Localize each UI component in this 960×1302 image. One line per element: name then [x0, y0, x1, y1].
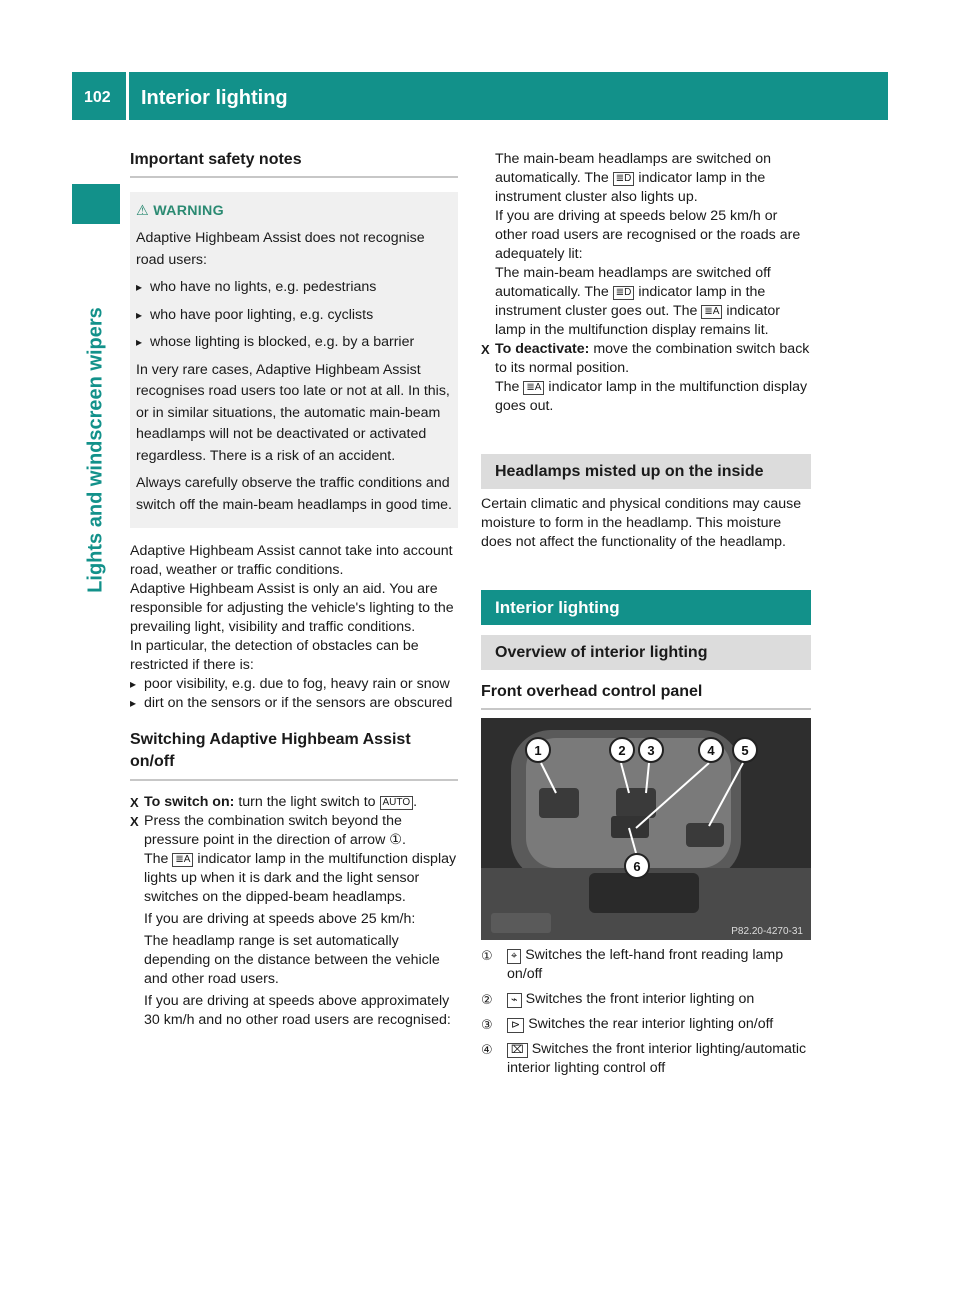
text-pre: The main-beam headlamps are switched off automatically. The — [495, 265, 771, 300]
main-beam-icon: ≣D — [613, 286, 635, 300]
warning-bullet: ▸ who have no lights, e.g. pedestrians — [136, 277, 452, 299]
paragraph-main-off — [481, 264, 811, 340]
page-number: 102 — [84, 89, 111, 106]
legend-number: ② — [481, 992, 493, 1007]
legend-text: Switches the front interior lighting/automatic interior lighting control off — [507, 1041, 807, 1076]
auto-light-off-icon: ⌧ — [507, 1043, 528, 1058]
paragraph-particular: In particular, the detection of obstacles can be restricted if there is: — [130, 638, 419, 673]
legend-number: ④ — [481, 1042, 493, 1057]
front-light-icon: ⌁ — [507, 993, 522, 1008]
paragraph-aid: Adaptive Highbeam Assist is only an aid. You are responsible for adjusting the vehicle's lighting to the prevailing light, visibility and traffic conditions. — [130, 581, 454, 635]
paragraph-above: If you are driving at speeds above 25 km/h: — [144, 911, 416, 927]
paragraph-cannot: Adaptive Highbeam Assist cannot take into account road, weather or traffic conditions. — [130, 543, 453, 578]
reading-lamp-icon: ⌖ — [507, 949, 521, 964]
legend-item — [481, 1015, 811, 1034]
auto-icon: AUTO — [380, 796, 414, 810]
legend-item — [481, 990, 811, 1009]
paragraph-range: The headlamp range is set automatically depending on the distance between the vehicle and other road users. — [144, 933, 440, 987]
legend-text: Switches the rear interior lighting on/off — [528, 1016, 774, 1032]
warning-intro: Adaptive Highbeam Assist does not recognise road users: — [136, 230, 425, 268]
text-pre: The — [495, 379, 520, 395]
arrow-marker: ① — [389, 832, 402, 848]
warning-icon: ⚠ — [136, 203, 154, 219]
legend-number: ③ — [481, 1017, 493, 1032]
step-label: To switch on: — [144, 794, 235, 810]
text-post: indicator lamp in the multifunction display remains lit. — [495, 303, 781, 338]
step-deactivate — [481, 340, 811, 378]
chapter-label-text: Lights and windscreen wipers — [84, 307, 107, 593]
warning-bullet: ▸ who have poor lighting, e.g. cyclists — [136, 305, 452, 327]
paragraph-indicator — [130, 850, 458, 907]
list-item: ▸ poor visibility, e.g. due to fog, heavy rain or snow — [130, 675, 458, 694]
switch-heading: Switching Adaptive Highbeam Assist on/off — [130, 729, 458, 781]
legend-item — [481, 1040, 811, 1078]
warning-title — [136, 202, 452, 221]
text-post: indicator lamp in the instrument cluster also lights up. — [495, 170, 766, 205]
step-press: X Press the combination switch beyond the pressure point in the direction of arrow ①. — [130, 812, 458, 850]
right-column — [481, 150, 811, 1078]
high-beam-assist-icon: ≣A — [172, 853, 193, 867]
section-title: Interior lighting — [481, 590, 811, 625]
left-column — [130, 150, 458, 1030]
overhead-panel-photo — [481, 718, 811, 940]
photo-illustration — [481, 718, 811, 940]
text-pre: The — [144, 851, 169, 867]
paragraph-below: If you are driving at speeds below 25 km/h or other road users are recognised or the roads are adequately lit: — [495, 208, 801, 262]
warning-paragraph: In very rare cases, Adaptive Highbeam Assist recognises road users too late or not at all. In this, or in similar situations, the automatic main-beam headlamps will not be deactivated or activated regardless. There is a risk of an accident. — [136, 361, 450, 464]
callout-4-label: 4 — [707, 743, 715, 758]
text-post: indicator lamp in the multifunction display goes out. — [495, 379, 808, 414]
legend-number: ① — [481, 948, 493, 963]
callout-2-label: 2 — [618, 743, 626, 758]
warning-label: WARNING — [153, 203, 224, 219]
paragraph-approx: If you are driving at speeds above approximately 30 km/h and no other road users are recognised: — [144, 993, 451, 1028]
safety-heading: Important safety notes — [130, 150, 458, 178]
chapter-tab — [72, 184, 120, 224]
text-post: indicator lamp in the multifunction display lights up when it is dark and the light sensor switches on the dipped-beam headlamps. — [144, 851, 457, 905]
step-label: To deactivate: — [495, 341, 590, 357]
step-text: Press the combination switch beyond the pressure point in the direction of arrow — [144, 813, 402, 848]
panel-heading: Front overhead control panel — [481, 682, 811, 710]
legend-text: Switches the left-hand front reading lamp on/off — [507, 947, 784, 982]
main-beam-icon: ≣D — [613, 172, 635, 186]
text-pre: The main-beam headlamps are switched on automatically. The — [495, 151, 772, 186]
header-divider — [126, 72, 129, 120]
warning-box — [130, 192, 458, 528]
text-mid: indicator lamp in the instrument cluster goes out. The — [495, 284, 766, 319]
step-text: move the combination switch back to its normal position. — [495, 341, 810, 376]
legend-text: Switches the front interior lighting on — [525, 991, 755, 1007]
callout-3-label: 3 — [647, 743, 655, 758]
photo-code: P82.20-4270-31 — [731, 926, 803, 937]
step-text: turn the light switch to — [238, 794, 376, 810]
callout-5-label: 5 — [741, 743, 749, 758]
rear-light-icon: ⊳ — [507, 1018, 524, 1033]
page-title: Interior lighting — [141, 87, 288, 109]
paragraph-misted: Certain climatic and physical conditions may cause moisture to form in the headlamp. This moisture does not affect the functionality of the headlamp. — [481, 496, 802, 550]
warning-bullet: ▸ whose lighting is blocked, e.g. by a barrier — [136, 332, 452, 354]
callout-1-label: 1 — [534, 743, 542, 758]
paragraph-main-on — [481, 150, 811, 207]
warning-paragraph: Always carefully observe the traffic conditions and switch off the main-beam headlamps in good time. — [136, 475, 452, 513]
misted-heading: Headlamps misted up on the inside — [481, 454, 811, 489]
overview-heading: Overview of interior lighting — [481, 635, 811, 670]
paragraph-deact — [481, 378, 811, 416]
high-beam-assist-icon: ≣A — [523, 381, 544, 395]
legend-item — [481, 946, 811, 984]
page-header — [72, 72, 888, 120]
chapter-label — [72, 240, 120, 660]
high-beam-assist-icon: ≣A — [701, 305, 722, 319]
callout-6-label: 6 — [633, 859, 641, 874]
list-item: ▸ dirt on the sensors or if the sensors are obscured — [130, 694, 458, 713]
step-switch-on: X To switch on: turn the light switch to AUTO . — [130, 793, 458, 812]
